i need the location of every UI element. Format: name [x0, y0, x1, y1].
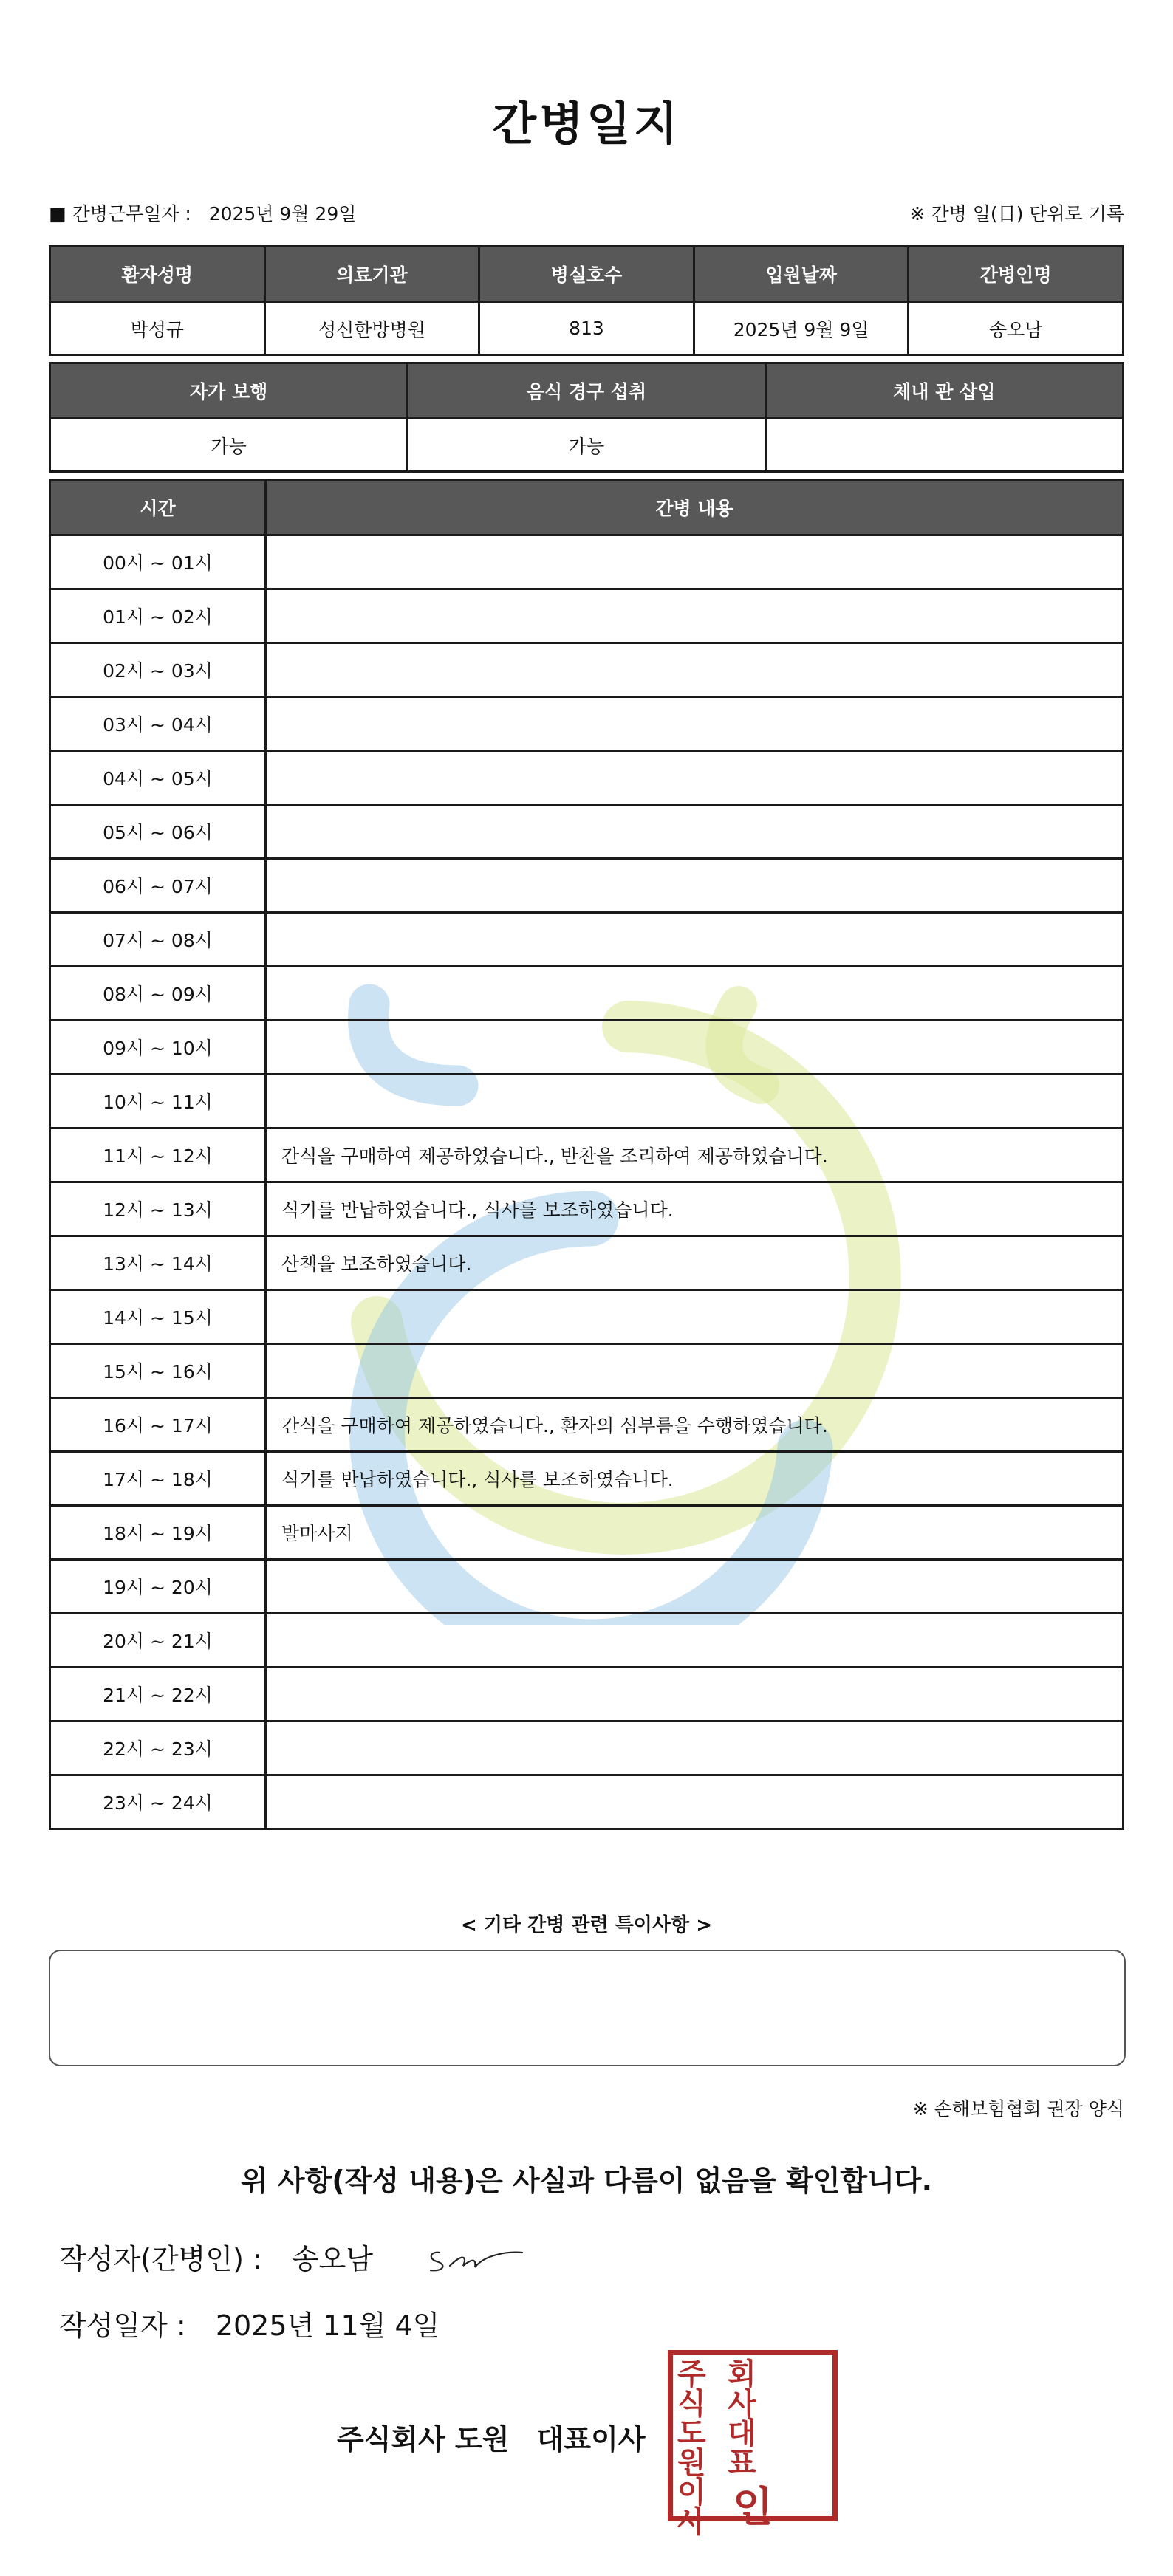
care-content — [266, 859, 1124, 913]
care-content: 간식을 구매하여 제공하였습니다., 환자의 심부름을 수행하였습니다. — [266, 1398, 1124, 1452]
table-row — [50, 1668, 1124, 1722]
table-row — [50, 535, 1124, 589]
header-hospital: 의료기관 — [264, 247, 479, 302]
writer-value: 송오남 — [291, 2243, 373, 2275]
time-slot: 11시 ~ 12시 — [50, 1128, 266, 1182]
patient-table — [49, 245, 1124, 356]
header-time: 시간 — [50, 480, 266, 535]
special-notes-box — [49, 1950, 1126, 2066]
admission-date: 2025년 9월 9일 — [694, 302, 909, 355]
time-slot: 04시 ~ 05시 — [50, 751, 266, 805]
care-content — [266, 1614, 1124, 1668]
time-slot: 12시 ~ 13시 — [50, 1182, 266, 1236]
care-content — [266, 589, 1124, 643]
care-content — [266, 1021, 1124, 1075]
time-slot: 13시 ~ 14시 — [50, 1236, 266, 1290]
seal-glyph — [778, 2360, 828, 2419]
care-content: 산책을 보조하였습니다. — [266, 1236, 1124, 1290]
table-row — [50, 1128, 1124, 1182]
header-caregiver-name: 간병인명 — [909, 247, 1124, 302]
time-slot: 05시 ~ 06시 — [50, 805, 266, 859]
care-content — [266, 1775, 1124, 1829]
time-slot: 16시 ~ 17시 — [50, 1398, 266, 1452]
time-slot: 20시 ~ 21시 — [50, 1614, 266, 1668]
care-log-table — [49, 479, 1124, 1830]
table-row — [50, 1506, 1124, 1560]
representative-title: 대표이사 — [536, 2423, 646, 2456]
time-slot: 18시 ~ 19시 — [50, 1506, 266, 1560]
hospital-name: 성신한방병원 — [264, 302, 479, 355]
recommend-note: ※ 손해보험협회 권장 양식 — [912, 2098, 1124, 2120]
care-content — [266, 1560, 1124, 1614]
table-row — [50, 1236, 1124, 1290]
care-log-body — [50, 535, 1124, 1829]
time-slot: 22시 ~ 23시 — [50, 1722, 266, 1775]
table-row — [50, 1021, 1124, 1075]
care-content — [266, 1290, 1124, 1344]
seal-glyph: 도원 — [677, 2416, 706, 2480]
self-walking-value: 가능 — [50, 419, 408, 472]
table-row — [50, 1344, 1124, 1398]
care-content — [266, 913, 1124, 967]
seal-glyph: 인 — [732, 2483, 773, 2532]
care-content — [266, 643, 1124, 697]
table-row — [50, 1075, 1124, 1128]
table-row — [50, 1775, 1124, 1829]
time-slot: 15시 ~ 16시 — [50, 1344, 266, 1398]
work-date — [49, 199, 356, 226]
table-row — [50, 805, 1124, 859]
care-content — [266, 1344, 1124, 1398]
time-slot: 00시 ~ 01시 — [50, 535, 266, 589]
care-log-header — [50, 480, 1124, 535]
unit-note: ※ 간병 일(日) 단위로 기록 — [909, 203, 1124, 225]
patient-table-values — [50, 302, 1124, 355]
table-row — [50, 1560, 1124, 1614]
time-slot: 01시 ~ 02시 — [50, 589, 266, 643]
time-slot: 17시 ~ 18시 — [50, 1452, 266, 1506]
time-slot: 02시 ~ 03시 — [50, 643, 266, 697]
work-date-label: ■ 간병근무일자 : — [49, 203, 191, 225]
table-row — [50, 697, 1124, 751]
caregiver-name: 송오남 — [909, 302, 1124, 355]
table-row — [50, 1182, 1124, 1236]
patient-table-header — [50, 247, 1124, 302]
ability-table-values — [50, 419, 1124, 472]
seal-glyph — [778, 2419, 828, 2478]
table-row — [50, 643, 1124, 697]
seal-glyph — [778, 2478, 828, 2537]
page-title: 간병일지 — [492, 97, 681, 151]
table-row — [50, 1452, 1124, 1506]
written-date-value: 2025년 11월 4일 — [215, 2309, 440, 2342]
time-slot: 07시 ~ 08시 — [50, 913, 266, 967]
table-row — [50, 589, 1124, 643]
header-oral-intake: 음식 경구 섭취 — [408, 363, 765, 419]
handwritten-signature — [425, 2236, 528, 2281]
care-content — [266, 805, 1124, 859]
seal-glyph: 이사 — [677, 2475, 706, 2539]
writer-row — [59, 2236, 373, 2277]
written-date-row — [59, 2303, 440, 2343]
care-content: 간식을 구매하여 제공하였습니다., 반찬을 조리하여 제공하였습니다. — [266, 1128, 1124, 1182]
time-slot: 23시 ~ 24시 — [50, 1775, 266, 1829]
care-content: 발마사지 — [266, 1506, 1124, 1560]
company-name: 주식회사 도원 — [337, 2423, 510, 2456]
care-content: 식기를 반납하였습니다., 식사를 보조하였습니다. — [266, 1452, 1124, 1506]
table-row — [50, 751, 1124, 805]
time-slot: 06시 ~ 07시 — [50, 859, 266, 913]
seal-glyph: 주식 — [677, 2357, 706, 2421]
tube-insertion-value — [765, 419, 1123, 472]
seal-glyph: 회사 — [728, 2357, 756, 2421]
header-patient-name: 환자성명 — [50, 247, 265, 302]
time-slot: 03시 ~ 04시 — [50, 697, 266, 751]
seal-glyph: 대표 — [728, 2416, 756, 2480]
header-tube-insertion: 체내 관 삽입 — [765, 363, 1123, 419]
time-slot: 09시 ~ 10시 — [50, 1021, 266, 1075]
care-content — [266, 697, 1124, 751]
room-number: 813 — [479, 302, 694, 355]
care-content — [266, 1668, 1124, 1722]
confirm-statement: 위 사항(작성 내용)은 사실과 다름이 없음을 확인합니다. — [240, 2165, 933, 2197]
patient-name: 박성규 — [50, 302, 265, 355]
oral-intake-value: 가능 — [408, 419, 765, 472]
time-slot: 14시 ~ 15시 — [50, 1290, 266, 1344]
table-row — [50, 1398, 1124, 1452]
header-care-content: 간병 내용 — [266, 480, 1124, 535]
company-seal-stamp — [668, 2350, 838, 2539]
care-content — [266, 751, 1124, 805]
header-self-walking: 자가 보행 — [50, 363, 408, 419]
special-notes-heading: < 기타 간병 관련 특이사항 > — [461, 1914, 712, 1936]
table-row — [50, 859, 1124, 913]
care-content — [266, 967, 1124, 1021]
header-admission-date: 입원날짜 — [694, 247, 909, 302]
written-date-label: 작성일자 : — [59, 2309, 186, 2342]
table-row — [50, 967, 1124, 1021]
time-slot: 21시 ~ 22시 — [50, 1668, 266, 1722]
work-date-value: 2025년 9월 29일 — [208, 203, 357, 225]
ability-table-header — [50, 363, 1124, 419]
company-signature-line — [337, 2416, 646, 2457]
table-row — [50, 1722, 1124, 1775]
ability-table — [49, 362, 1124, 473]
care-content — [266, 1722, 1124, 1775]
table-row — [50, 1614, 1124, 1668]
time-slot: 19시 ~ 20시 — [50, 1560, 266, 1614]
writer-label: 작성자(간병인) : — [59, 2243, 262, 2275]
table-row — [50, 1290, 1124, 1344]
care-content: 식기를 반납하였습니다., 식사를 보조하였습니다. — [266, 1182, 1124, 1236]
care-content — [266, 535, 1124, 589]
care-content — [266, 1075, 1124, 1128]
header-room-number: 병실호수 — [479, 247, 694, 302]
time-slot: 08시 ~ 09시 — [50, 967, 266, 1021]
time-slot: 10시 ~ 11시 — [50, 1075, 266, 1128]
table-row — [50, 913, 1124, 967]
